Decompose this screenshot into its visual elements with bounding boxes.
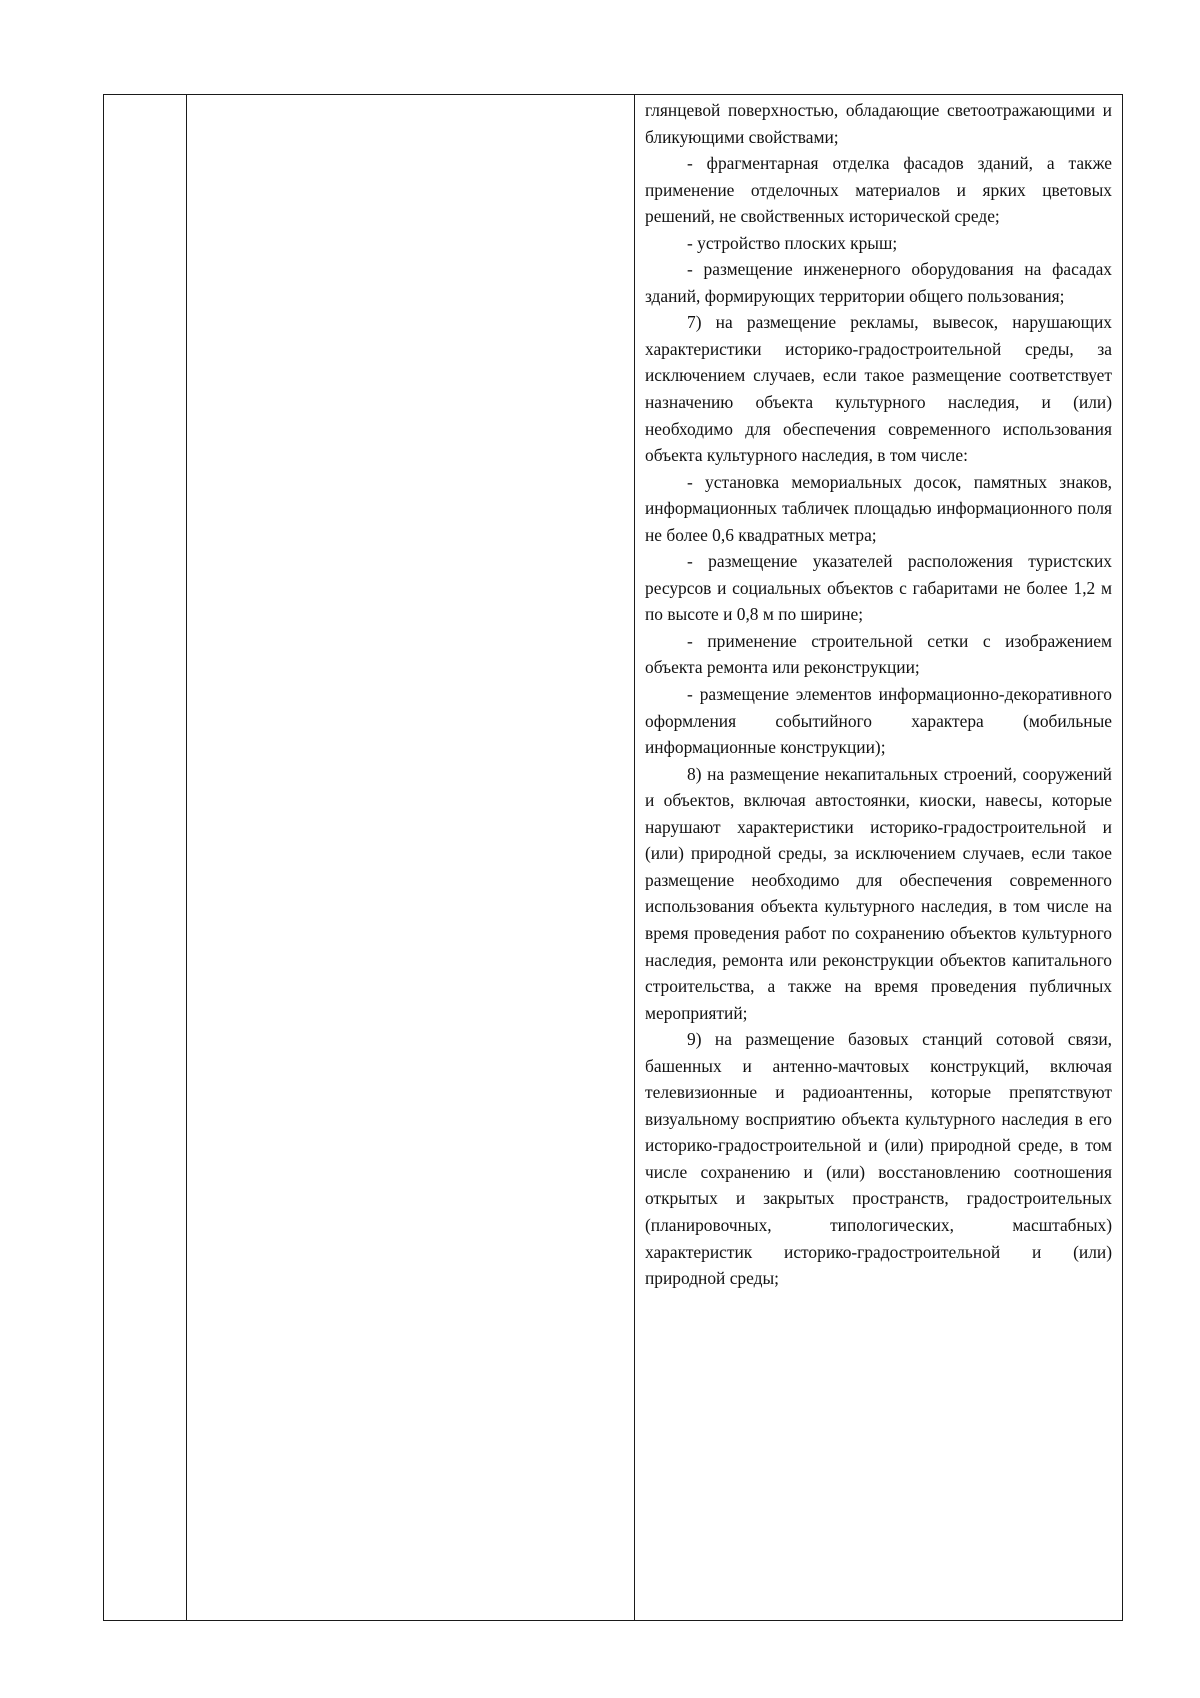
paragraph: - размещение элементов информационно-декоративного оформления событийного характера (мобильные информационные конструкции);	[645, 684, 1112, 758]
name-cell	[187, 95, 635, 1621]
paragraph: 9) на размещение базовых станций сотовой связи, башенных и антенно-мачтовых конструкций, включая телевизионные и радиоантенны, которые препятствуют визуальному восприятию объекта культурного наследия в его историко-градостроительной и (или) природной среде, в том числе сохранению и (или) восстановлению соотношения открытых и закрытых пространств, градостроительных (планировочных, типологических, масштабных) характеристик историко-градостроительной и (или) природной среды;	[645, 1029, 1112, 1289]
paragraph: - размещение инженерного оборудования на фасадах зданий, формирующих территории общего пользования;	[645, 259, 1112, 306]
paragraph: глянцевой поверхностью, обладающие светоотражающими и бликующими свойствами;	[645, 100, 1112, 147]
paragraph: - устройство плоских крыш;	[687, 232, 898, 253]
paragraph: - установка мемориальных досок, памятных знаков, информационных табличек площадью информационного поля не более 0,6 квадратных метра;	[645, 471, 1112, 545]
text-cell	[635, 95, 1123, 1621]
paragraph: 7) на размещение рекламы, вывесок, нарушающих характеристики историко-градостроительной среды, за исключением случаев, если такое размещение соответствует назначению объекта культурного наследия, и (или) необходимо для обеспечения современного использования объекта культурного наследия, в том числе:	[645, 312, 1112, 466]
number-cell	[104, 95, 187, 1621]
paragraph: - фрагментарная отделка фасадов зданий, а также применение отделочных материалов и ярких цветовых решений, не свойственных исторической среде;	[645, 153, 1112, 227]
paragraph: 8) на размещение некапитальных строений, сооружений и объектов, включая автостоянки, киоски, навесы, которые нарушают характеристики историко-градостроительной и (или) природной среды, за исключением случаев, если такое размещение необходимо для обеспечения современного использования объекта культурного наследия, в том числе на время проведения работ по сохранению объектов культурного наследия, ремонта или реконструкции объектов капитального строительства, а также на время проведения публичных мероприятий;	[645, 763, 1112, 1023]
table-row	[104, 95, 1123, 1621]
paragraph: - размещение указателей расположения туристских ресурсов и социальных объектов с габаритами не более 1,2 м по высоте и 0,8 м по ширине;	[645, 551, 1112, 625]
paragraph: - применение строительной сетки с изображением объекта ремонта или реконструкции;	[645, 630, 1112, 678]
regulations-table	[103, 94, 1123, 1621]
